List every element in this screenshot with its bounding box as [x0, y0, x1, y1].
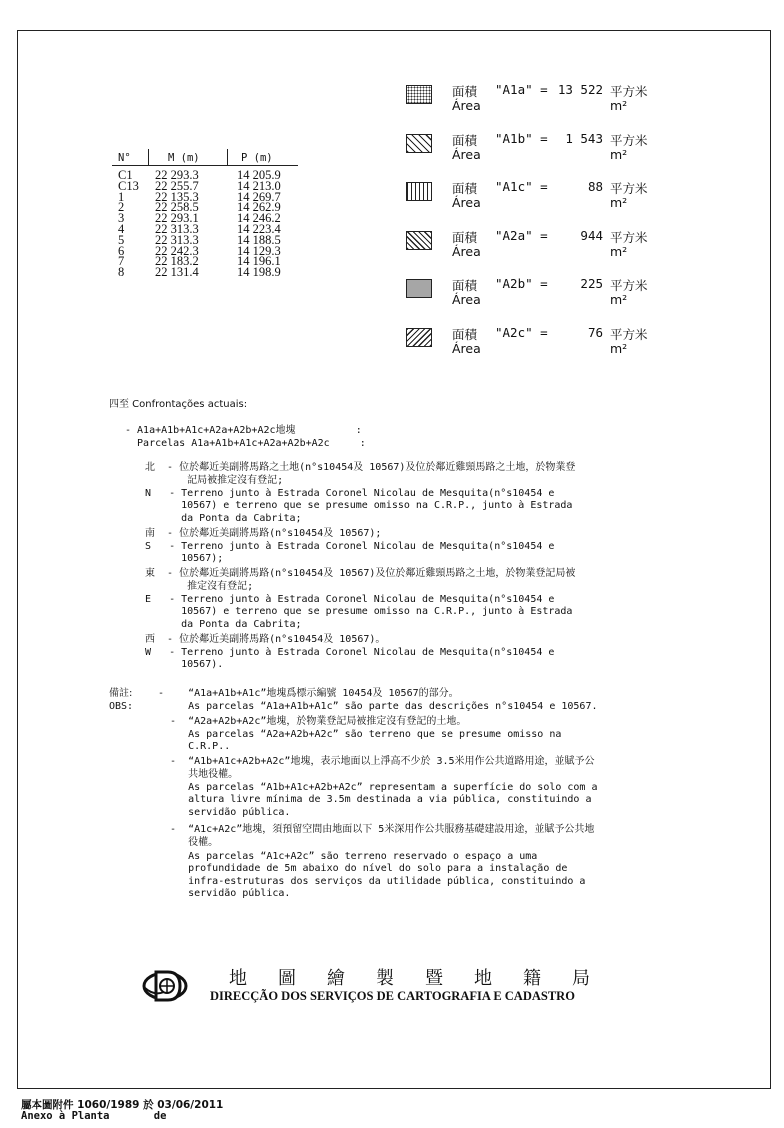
coord-p-cell: 14 269.7 [237, 189, 281, 204]
legend-label: 面積 [452, 84, 478, 99]
legend-sub: Área [452, 243, 481, 259]
north-cn: 記局被推定沒有登記; [145, 475, 284, 486]
coord-m-cell: 22 183.2 [155, 254, 199, 269]
header-rule [112, 165, 298, 166]
agency-name-pt: DIRECÇÃO DOS SERVIÇOS DE CARTOGRAFIA E CADASTRO [210, 989, 575, 1003]
coord-n-cell: 8 [118, 265, 125, 280]
agency-logo-icon [142, 966, 188, 1006]
coord-n-cell: 4 [118, 222, 125, 236]
coord-m-cell: 22 131.4 [155, 265, 199, 280]
coord-p-cell: 14 188.5 [237, 232, 281, 247]
note-3-pt: As parcelas “A1b+A1c+A2b+A2c” representam a superfície do solo com a [158, 782, 598, 793]
west-cn: 西 - 位於鄰近美副將馬路(n°s10454及 10567)。 [145, 634, 386, 645]
legend-unit2: m² [610, 146, 628, 162]
coord-m-cell: 22 293.3 [155, 168, 199, 182]
coord-p-cell: 14 129.3 [237, 243, 281, 258]
legend-sub: Área [452, 340, 481, 356]
coord-p-cell: 14 196.1 [237, 254, 281, 269]
legend-code: "A1a" = [495, 82, 548, 97]
note-2-cn: - “A2a+A2b+A2c”地塊，於物業登記局被推定沒有登記的土地。 [158, 716, 467, 727]
legend-unit2: m² [610, 243, 628, 259]
hatch-pattern-icon [406, 134, 432, 153]
legend-value: 88 [587, 179, 603, 194]
coord-m-cell: 22 313.3 [155, 222, 199, 236]
east-pt: E - Terreno junto à Estrada Coronel Nicolau de Mesquita(n°s10454 e [145, 594, 555, 605]
north-pt: 10567) e terreno que se presume omisso na C.R.P., junto à Estrada [145, 500, 573, 511]
legend-unit2: m² [610, 98, 628, 113]
note-4-pt: profundidade de 5m abaixo do nível do solo para a instalação de [158, 863, 568, 874]
coord-m-cell: 22 258.5 [155, 200, 199, 215]
legend-code: "A1c" = [495, 179, 548, 194]
hatch-pattern-icon [406, 328, 432, 347]
east-pt: da Ponta da Cabrita; [145, 619, 302, 630]
header-divider [227, 149, 228, 166]
legend-unit: 平方米 [610, 229, 648, 245]
parcel-line-cn: - A1a+A1b+A1c+A2a+A2b+A2c地塊 : [125, 425, 362, 436]
parcel-line-pt: Parcelas A1a+A1b+A1c+A2a+A2b+A2c : [125, 438, 366, 449]
legend-value: 1 543 [565, 130, 603, 146]
legend-sub: Área [452, 292, 481, 307]
legend-unit: 平方米 [610, 181, 648, 196]
east-cn: 推定沒有登記; [145, 581, 254, 592]
note-1-pt: As parcelas “A1a+A1b+A1c” são parte das descrições n°s10454 e 10567. [158, 701, 598, 712]
note-3-pt: altura livre mínima de 3.5m destinada a via pública, constituindo a [158, 794, 592, 805]
legend-code: "A2c" = [495, 324, 548, 340]
legend-sub: Área [452, 146, 481, 162]
hatch-pattern-icon [406, 279, 432, 298]
legend-label: 面積 [452, 181, 478, 196]
coord-n-cell: 7 [118, 254, 125, 269]
note-3-cn: 共地役權。 [158, 769, 239, 780]
hatch-pattern-icon [406, 85, 432, 104]
coord-m-cell: 22 293.1 [155, 211, 199, 226]
note-4-cn: 役權。 [158, 837, 219, 848]
coord-n-cell: 6 [118, 243, 125, 258]
note-4-pt: infra-estruturas dos serviços da utilidade pública, constituindo a [158, 876, 586, 887]
west-pt: W - Terreno junto à Estrada Coronel Nicolau de Mesquita(n°s10454 e [145, 647, 555, 658]
legend-value: 13 522 [557, 82, 603, 97]
legend-unit2: m² [610, 340, 628, 356]
north-cn: 北 - 位於鄰近美副將馬路之土地(n°s10454及 10567)及位於鄰近雞頸馬路之土地，於物業登 [145, 462, 576, 473]
north-pt: N - Terreno junto à Estrada Coronel Nicolau de Mesquita(n°s10454 e [145, 488, 555, 499]
legend-label: 面積 [452, 278, 478, 293]
legend-unit: 平方米 [610, 84, 648, 99]
legend-unit2: m² [610, 292, 628, 307]
south-pt: 10567); [145, 553, 224, 564]
legend-label: 面積 [452, 229, 478, 245]
note-3-pt: servidão pública. [158, 807, 291, 818]
note-2-pt: C.R.P.. [158, 741, 231, 752]
footer-line-2: Anexo à Planta de [21, 1110, 167, 1122]
coord-n-cell: C13 [118, 178, 139, 193]
coord-p-cell: 14 213.0 [237, 178, 281, 193]
legend-unit2: m² [610, 195, 628, 210]
south-cn: 南 - 位於鄰近美副將馬路(n°s10454及 10567); [145, 528, 382, 539]
agency-name-cn: 地圖繪製暨地籍局 [229, 968, 621, 989]
legend-value: 944 [580, 227, 603, 243]
header-divider [148, 149, 149, 166]
coord-p-cell: 14 246.2 [237, 211, 281, 226]
header-n: N° [118, 152, 131, 164]
legend-unit: 平方米 [610, 326, 648, 342]
note-4-pt: servidão pública. [158, 888, 291, 899]
footer-line-1: 屬本圖附件 1060/1989 於 03/06/2011 [21, 1099, 224, 1111]
hatch-pattern-icon [406, 231, 432, 250]
coord-m-cell: 22 255.7 [155, 178, 199, 193]
east-pt: 10567) e terreno que se presume omisso na C.R.P., junto à Estrada [145, 606, 573, 617]
coord-p-cell: 14 262.9 [237, 200, 281, 215]
hatch-pattern-icon [406, 182, 432, 201]
legend-unit: 平方米 [610, 132, 648, 148]
east-cn: 東 - 位於鄰近美副將馬路(n°s10454及 10567)及位於鄰近雞頸馬路之土地，於物業登記局被 [145, 568, 576, 579]
note-1-cn: - “A1a+A1b+A1c”地塊爲標示編號 10454及 10567的部分。 [158, 688, 459, 699]
coord-m-cell: 22 313.3 [155, 232, 199, 247]
coord-p-cell: 14 198.9 [237, 265, 281, 280]
coord-m-cell: 22 135.3 [155, 189, 199, 204]
header-p: P (m) [241, 152, 273, 164]
notes-label-pt: OBS: [109, 701, 134, 712]
north-pt: da Ponta da Cabrita; [145, 513, 302, 524]
coord-p-cell: 14 223.4 [237, 222, 281, 236]
south-pt: S - Terreno junto à Estrada Coronel Nicolau de Mesquita(n°s10454 e [145, 541, 555, 552]
coord-n-cell: 3 [118, 211, 125, 226]
header-m: M (m) [168, 152, 200, 164]
legend-unit: 平方米 [610, 278, 648, 293]
legend-code: "A2b" = [495, 276, 548, 291]
legend-code: "A2a" = [495, 227, 548, 243]
legend-sub: Área [452, 195, 481, 210]
coord-n-cell: C1 [118, 168, 133, 182]
legend-label: 面積 [452, 326, 478, 342]
west-pt: 10567). [145, 659, 224, 670]
coord-p-cell: 14 205.9 [237, 168, 281, 182]
note-2-pt: As parcelas “A2a+A2b+A2c” são terreno que se presume omisso na [158, 729, 562, 740]
note-4-cn: - “A1c+A2c”地塊，須預留空間由地面以下 5米深用作公共服務基礎建設用途，並賦予公共地 [158, 824, 595, 835]
legend-value: 225 [580, 276, 603, 291]
coord-m-cell: 22 242.3 [155, 243, 199, 258]
legend-code: "A1b" = [495, 130, 548, 146]
notes-label-cn: 備註: [109, 688, 133, 699]
confrontacoes-title: 四至 Confrontações actuais: [109, 399, 248, 410]
coord-n-cell: 5 [118, 232, 125, 247]
legend-label: 面積 [452, 132, 478, 148]
coord-n-cell: 2 [118, 200, 125, 215]
legend-value: 76 [587, 324, 603, 340]
coord-n-cell: 1 [118, 189, 125, 204]
note-3-cn: - “A1b+A1c+A2b+A2c”地塊，表示地面以上淨高不少於 3.5米用作公共道路用途，並賦予公 [158, 756, 595, 767]
legend-sub: Área [452, 98, 481, 113]
note-4-pt: As parcelas “A1c+A2c” são terreno reservado o espaço a uma [158, 851, 538, 862]
